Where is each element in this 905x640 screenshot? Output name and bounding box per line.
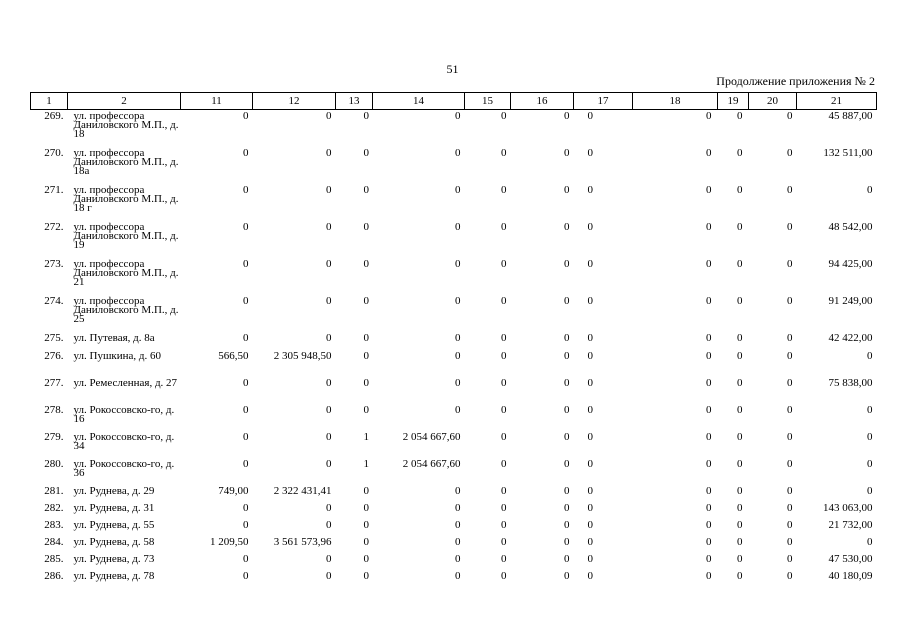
value-cell-c18: 0 [706, 110, 712, 122]
value-cell-c12: 0 [326, 376, 332, 389]
col-header: 2 [68, 93, 181, 110]
value-cell-c12: 0 [326, 220, 332, 233]
value-cell-c18: 0 [706, 220, 712, 233]
value-cell-c16: 0 [564, 220, 570, 233]
address-cell: ул. Руднева, д. 31 [73, 501, 155, 514]
value-cell-c16: 0 [564, 403, 570, 416]
value-cell-c11: 0 [243, 376, 249, 389]
value-cell-c14: 0 [455, 183, 461, 196]
value-cell-c21: 0 [867, 535, 873, 548]
value-cell-c20: 0 [787, 552, 793, 565]
value-cell-c15: 0 [501, 294, 507, 307]
value-cell-c17: 0 [587, 257, 593, 270]
row-number: 277. [44, 376, 64, 389]
value-cell-c19: 0 [737, 518, 743, 531]
value-cell-c20: 0 [787, 535, 793, 548]
value-cell-c12: 0 [326, 110, 332, 122]
value-cell-c11: 0 [243, 457, 249, 470]
value-cell-c17: 0 [587, 484, 593, 497]
value-cell-c19: 0 [737, 535, 743, 548]
value-cell-c19: 0 [737, 294, 743, 307]
row-number: 273. [44, 257, 64, 270]
value-cell-c21: 0 [867, 183, 873, 196]
value-cell-c14: 0 [455, 146, 461, 159]
value-cell-c11: 0 [243, 220, 249, 233]
value-cell-c13: 0 [363, 110, 369, 122]
value-cell-c17: 0 [587, 430, 593, 443]
table-row [31, 332, 877, 350]
value-cell-c12: 0 [326, 501, 332, 514]
appendix-caption: Продолжение приложения № 2 [716, 74, 875, 88]
address-cell: ул. Ремесленная, д. 27 [73, 376, 178, 389]
value-cell-c17: 0 [587, 146, 593, 159]
value-cell-c17: 0 [587, 220, 593, 233]
col-header: 20 [749, 93, 797, 110]
value-cell-c12: 0 [326, 294, 332, 307]
value-cell-c21: 143 063,00 [823, 501, 873, 514]
value-cell-c14: 0 [455, 569, 461, 582]
value-cell-c16: 0 [564, 518, 570, 531]
address-cell: ул. Рокоссовско-го, д. 36 [73, 457, 175, 479]
value-cell-c15: 0 [501, 535, 507, 548]
value-cell-c19: 0 [737, 484, 743, 497]
value-cell-c15: 0 [501, 552, 507, 565]
table-row [31, 147, 877, 184]
row-number: 283. [44, 518, 64, 531]
value-cell-c13: 0 [363, 518, 369, 531]
row-number: 274. [44, 294, 64, 307]
value-cell-c21: 75 838,00 [828, 376, 873, 389]
table-row [31, 350, 877, 377]
address-cell: ул. Руднева, д. 29 [73, 484, 155, 497]
value-cell-c11: 0 [243, 403, 249, 416]
value-cell-c19: 0 [737, 457, 743, 470]
value-cell-c21: 0 [867, 457, 873, 470]
value-cell-c12: 3 561 573,96 [273, 535, 332, 548]
value-cell-c16: 0 [564, 183, 570, 196]
value-cell-c20: 0 [787, 183, 793, 196]
value-cell-c16: 0 [564, 257, 570, 270]
value-cell-c20: 0 [787, 376, 793, 389]
address-cell: ул. профессора Даниловского М.П., д. 25 [73, 294, 179, 325]
value-cell-c18: 0 [706, 457, 712, 470]
address-cell: ул. профессора Даниловского М.П., д. 19 [73, 220, 179, 251]
address-cell: ул. Путевая, д. 8а [73, 331, 155, 344]
value-cell-c12: 0 [326, 430, 332, 443]
value-cell-c13: 0 [363, 403, 369, 416]
value-cell-c14: 2 054 667,60 [402, 430, 461, 443]
col-header: 14 [373, 93, 465, 110]
value-cell-c16: 0 [564, 569, 570, 582]
value-cell-c15: 0 [501, 146, 507, 159]
value-cell-c20: 0 [787, 501, 793, 514]
value-cell-c16: 0 [564, 457, 570, 470]
value-cell-c15: 0 [501, 376, 507, 389]
address-cell: ул. Руднева, д. 58 [73, 535, 155, 548]
value-cell-c15: 0 [501, 349, 507, 362]
table-body [31, 110, 877, 587]
value-cell-c14: 2 054 667,60 [402, 457, 461, 470]
value-cell-c19: 0 [737, 569, 743, 582]
value-cell-c13: 0 [363, 146, 369, 159]
value-cell-c14: 0 [455, 518, 461, 531]
value-cell-c21: 40 180,09 [828, 569, 873, 582]
value-cell-c12: 0 [326, 331, 332, 344]
value-cell-c11: 0 [243, 294, 249, 307]
value-cell-c13: 0 [363, 552, 369, 565]
value-cell-c14: 0 [455, 110, 461, 122]
value-cell-c13: 0 [363, 257, 369, 270]
value-cell-c20: 0 [787, 403, 793, 416]
table-row [31, 404, 877, 431]
table-row [31, 110, 877, 147]
value-cell-c13: 1 [363, 430, 369, 443]
value-cell-c20: 0 [787, 146, 793, 159]
value-cell-c18: 0 [706, 331, 712, 344]
value-cell-c12: 2 305 948,50 [273, 349, 332, 362]
value-cell-c17: 0 [587, 552, 593, 565]
value-cell-c17: 0 [587, 183, 593, 196]
row-number: 278. [44, 403, 64, 416]
value-cell-c19: 0 [737, 376, 743, 389]
value-cell-c18: 0 [706, 403, 712, 416]
value-cell-c17: 0 [587, 110, 593, 122]
table-row [31, 458, 877, 485]
value-cell-c15: 0 [501, 518, 507, 531]
value-cell-c21: 94 425,00 [828, 257, 873, 270]
value-cell-c15: 0 [501, 501, 507, 514]
value-cell-c21: 132 511,00 [823, 146, 873, 159]
value-cell-c16: 0 [564, 349, 570, 362]
value-cell-c19: 0 [737, 349, 743, 362]
value-cell-c13: 0 [363, 501, 369, 514]
value-cell-c20: 0 [787, 484, 793, 497]
value-cell-c14: 0 [455, 349, 461, 362]
value-cell-c14: 0 [455, 257, 461, 270]
value-cell-c14: 0 [455, 552, 461, 565]
value-cell-c14: 0 [455, 294, 461, 307]
address-cell: ул. профессора Даниловского М.П., д. 18а [73, 146, 179, 177]
row-number: 270. [44, 146, 64, 159]
value-cell-c18: 0 [706, 484, 712, 497]
value-cell-c15: 0 [501, 484, 507, 497]
value-cell-c13: 0 [363, 535, 369, 548]
value-cell-c11: 0 [243, 518, 249, 531]
value-cell-c11: 0 [243, 430, 249, 443]
value-cell-c11: 1 209,50 [210, 535, 249, 548]
value-cell-c15: 0 [501, 430, 507, 443]
value-cell-c17: 0 [587, 331, 593, 344]
table-row [31, 431, 877, 458]
value-cell-c21: 21 732,00 [828, 518, 873, 531]
value-cell-c13: 0 [363, 376, 369, 389]
value-cell-c17: 0 [587, 403, 593, 416]
address-cell: ул. Руднева, д. 78 [73, 569, 155, 582]
value-cell-c16: 0 [564, 376, 570, 389]
value-cell-c11: 0 [243, 110, 249, 122]
table-row [31, 536, 877, 553]
col-header: 21 [797, 93, 877, 110]
address-cell: ул. Рокоссовско-го, д. 16 [73, 403, 175, 425]
col-header: 17 [574, 93, 633, 110]
table-row [31, 295, 877, 332]
col-header: 16 [511, 93, 574, 110]
value-cell-c21: 47 530,00 [828, 552, 873, 565]
row-number: 284. [44, 535, 64, 548]
value-cell-c20: 0 [787, 569, 793, 582]
value-cell-c14: 0 [455, 220, 461, 233]
address-cell: ул. Руднева, д. 73 [73, 552, 155, 565]
data-table [30, 92, 877, 587]
value-cell-c12: 0 [326, 552, 332, 565]
table-row [31, 258, 877, 295]
value-cell-c19: 0 [737, 552, 743, 565]
value-cell-c14: 0 [455, 535, 461, 548]
row-number: 286. [44, 569, 64, 582]
value-cell-c17: 0 [587, 501, 593, 514]
value-cell-c20: 0 [787, 294, 793, 307]
value-cell-c21: 42 422,00 [828, 331, 873, 344]
value-cell-c21: 0 [867, 484, 873, 497]
value-cell-c18: 0 [706, 257, 712, 270]
value-cell-c18: 0 [706, 376, 712, 389]
value-cell-c16: 0 [564, 294, 570, 307]
value-cell-c18: 0 [706, 430, 712, 443]
value-cell-c20: 0 [787, 518, 793, 531]
table-row [31, 184, 877, 221]
value-cell-c12: 0 [326, 257, 332, 270]
value-cell-c12: 0 [326, 183, 332, 196]
value-cell-c18: 0 [706, 501, 712, 514]
value-cell-c18: 0 [706, 183, 712, 196]
value-cell-c17: 0 [587, 518, 593, 531]
row-number: 280. [44, 457, 64, 470]
value-cell-c19: 0 [737, 257, 743, 270]
value-cell-c11: 0 [243, 331, 249, 344]
value-cell-c20: 0 [787, 430, 793, 443]
value-cell-c19: 0 [737, 110, 743, 122]
value-cell-c11: 566,50 [218, 349, 249, 362]
value-cell-c11: 0 [243, 552, 249, 565]
table-row [31, 221, 877, 258]
value-cell-c20: 0 [787, 220, 793, 233]
value-cell-c13: 0 [363, 569, 369, 582]
value-cell-c21: 0 [867, 403, 873, 416]
value-cell-c17: 0 [587, 376, 593, 389]
table-row [31, 519, 877, 536]
row-number: 271. [44, 183, 64, 196]
value-cell-c15: 0 [501, 220, 507, 233]
value-cell-c16: 0 [564, 552, 570, 565]
value-cell-c14: 0 [455, 501, 461, 514]
address-cell: ул. профессора Даниловского М.П., д. 18 [73, 110, 179, 140]
value-cell-c19: 0 [737, 430, 743, 443]
value-cell-c16: 0 [564, 146, 570, 159]
row-number: 279. [44, 430, 64, 443]
value-cell-c14: 0 [455, 403, 461, 416]
value-cell-c15: 0 [501, 403, 507, 416]
col-header: 13 [336, 93, 373, 110]
value-cell-c18: 0 [706, 146, 712, 159]
row-number: 281. [44, 484, 64, 497]
value-cell-c12: 0 [326, 518, 332, 531]
value-cell-c21: 0 [867, 430, 873, 443]
row-number: 282. [44, 501, 64, 514]
col-header: 1 [31, 93, 68, 110]
value-cell-c15: 0 [501, 569, 507, 582]
row-number: 272. [44, 220, 64, 233]
value-cell-c11: 0 [243, 569, 249, 582]
value-cell-c12: 0 [326, 569, 332, 582]
value-cell-c20: 0 [787, 349, 793, 362]
address-cell: ул. Рокоссовско-го, д. 34 [73, 430, 175, 452]
value-cell-c14: 0 [455, 484, 461, 497]
value-cell-c11: 0 [243, 183, 249, 196]
table-row [31, 377, 877, 404]
value-cell-c21: 45 887,00 [828, 110, 873, 122]
col-header: 11 [181, 93, 253, 110]
value-cell-c11: 0 [243, 257, 249, 270]
value-cell-c14: 0 [455, 331, 461, 344]
value-cell-c21: 0 [867, 349, 873, 362]
value-cell-c12: 2 322 431,41 [273, 484, 332, 497]
value-cell-c18: 0 [706, 294, 712, 307]
value-cell-c21: 91 249,00 [828, 294, 873, 307]
value-cell-c11: 749,00 [218, 484, 249, 497]
value-cell-c12: 0 [326, 457, 332, 470]
value-cell-c16: 0 [564, 535, 570, 548]
col-header: 19 [718, 93, 749, 110]
value-cell-c16: 0 [564, 501, 570, 514]
table-row [31, 553, 877, 570]
value-cell-c17: 0 [587, 457, 593, 470]
value-cell-c19: 0 [737, 501, 743, 514]
value-cell-c12: 0 [326, 403, 332, 416]
value-cell-c12: 0 [326, 146, 332, 159]
value-cell-c15: 0 [501, 331, 507, 344]
col-header: 18 [633, 93, 718, 110]
address-cell: ул. профессора Даниловского М.П., д. 18 г [73, 183, 179, 214]
value-cell-c19: 0 [737, 183, 743, 196]
row-number: 285. [44, 552, 64, 565]
value-cell-c21: 48 542,00 [828, 220, 873, 233]
value-cell-c18: 0 [706, 535, 712, 548]
row-number: 276. [44, 349, 64, 362]
address-cell: ул. Пушкина, д. 60 [73, 349, 162, 362]
value-cell-c18: 0 [706, 552, 712, 565]
value-cell-c16: 0 [564, 331, 570, 344]
address-cell: ул. Руднева, д. 55 [73, 518, 155, 531]
table-row [31, 485, 877, 502]
value-cell-c17: 0 [587, 294, 593, 307]
value-cell-c17: 0 [587, 535, 593, 548]
value-cell-c14: 0 [455, 376, 461, 389]
value-cell-c11: 0 [243, 501, 249, 514]
value-cell-c15: 0 [501, 110, 507, 122]
value-cell-c20: 0 [787, 457, 793, 470]
value-cell-c20: 0 [787, 257, 793, 270]
value-cell-c20: 0 [787, 110, 793, 122]
value-cell-c19: 0 [737, 220, 743, 233]
value-cell-c17: 0 [587, 569, 593, 582]
value-cell-c11: 0 [243, 146, 249, 159]
value-cell-c15: 0 [501, 183, 507, 196]
header-row [31, 93, 877, 110]
value-cell-c13: 0 [363, 294, 369, 307]
value-cell-c16: 0 [564, 484, 570, 497]
value-cell-c19: 0 [737, 403, 743, 416]
col-header: 12 [253, 93, 336, 110]
value-cell-c15: 0 [501, 257, 507, 270]
value-cell-c13: 0 [363, 331, 369, 344]
value-cell-c19: 0 [737, 331, 743, 344]
value-cell-c18: 0 [706, 349, 712, 362]
table-row [31, 502, 877, 519]
value-cell-c13: 0 [363, 349, 369, 362]
page-number: 51 [446, 62, 459, 76]
row-number: 269. [44, 110, 64, 122]
value-cell-c20: 0 [787, 331, 793, 344]
col-header: 15 [465, 93, 511, 110]
table-row [31, 570, 877, 587]
value-cell-c13: 0 [363, 220, 369, 233]
value-cell-c16: 0 [564, 430, 570, 443]
value-cell-c19: 0 [737, 146, 743, 159]
value-cell-c18: 0 [706, 518, 712, 531]
value-cell-c16: 0 [564, 110, 570, 122]
value-cell-c15: 0 [501, 457, 507, 470]
value-cell-c13: 1 [363, 457, 369, 470]
address-cell: ул. профессора Даниловского М.П., д. 21 [73, 257, 179, 288]
row-number: 275. [44, 331, 64, 344]
value-cell-c18: 0 [706, 569, 712, 582]
value-cell-c13: 0 [363, 183, 369, 196]
value-cell-c17: 0 [587, 349, 593, 362]
value-cell-c13: 0 [363, 484, 369, 497]
